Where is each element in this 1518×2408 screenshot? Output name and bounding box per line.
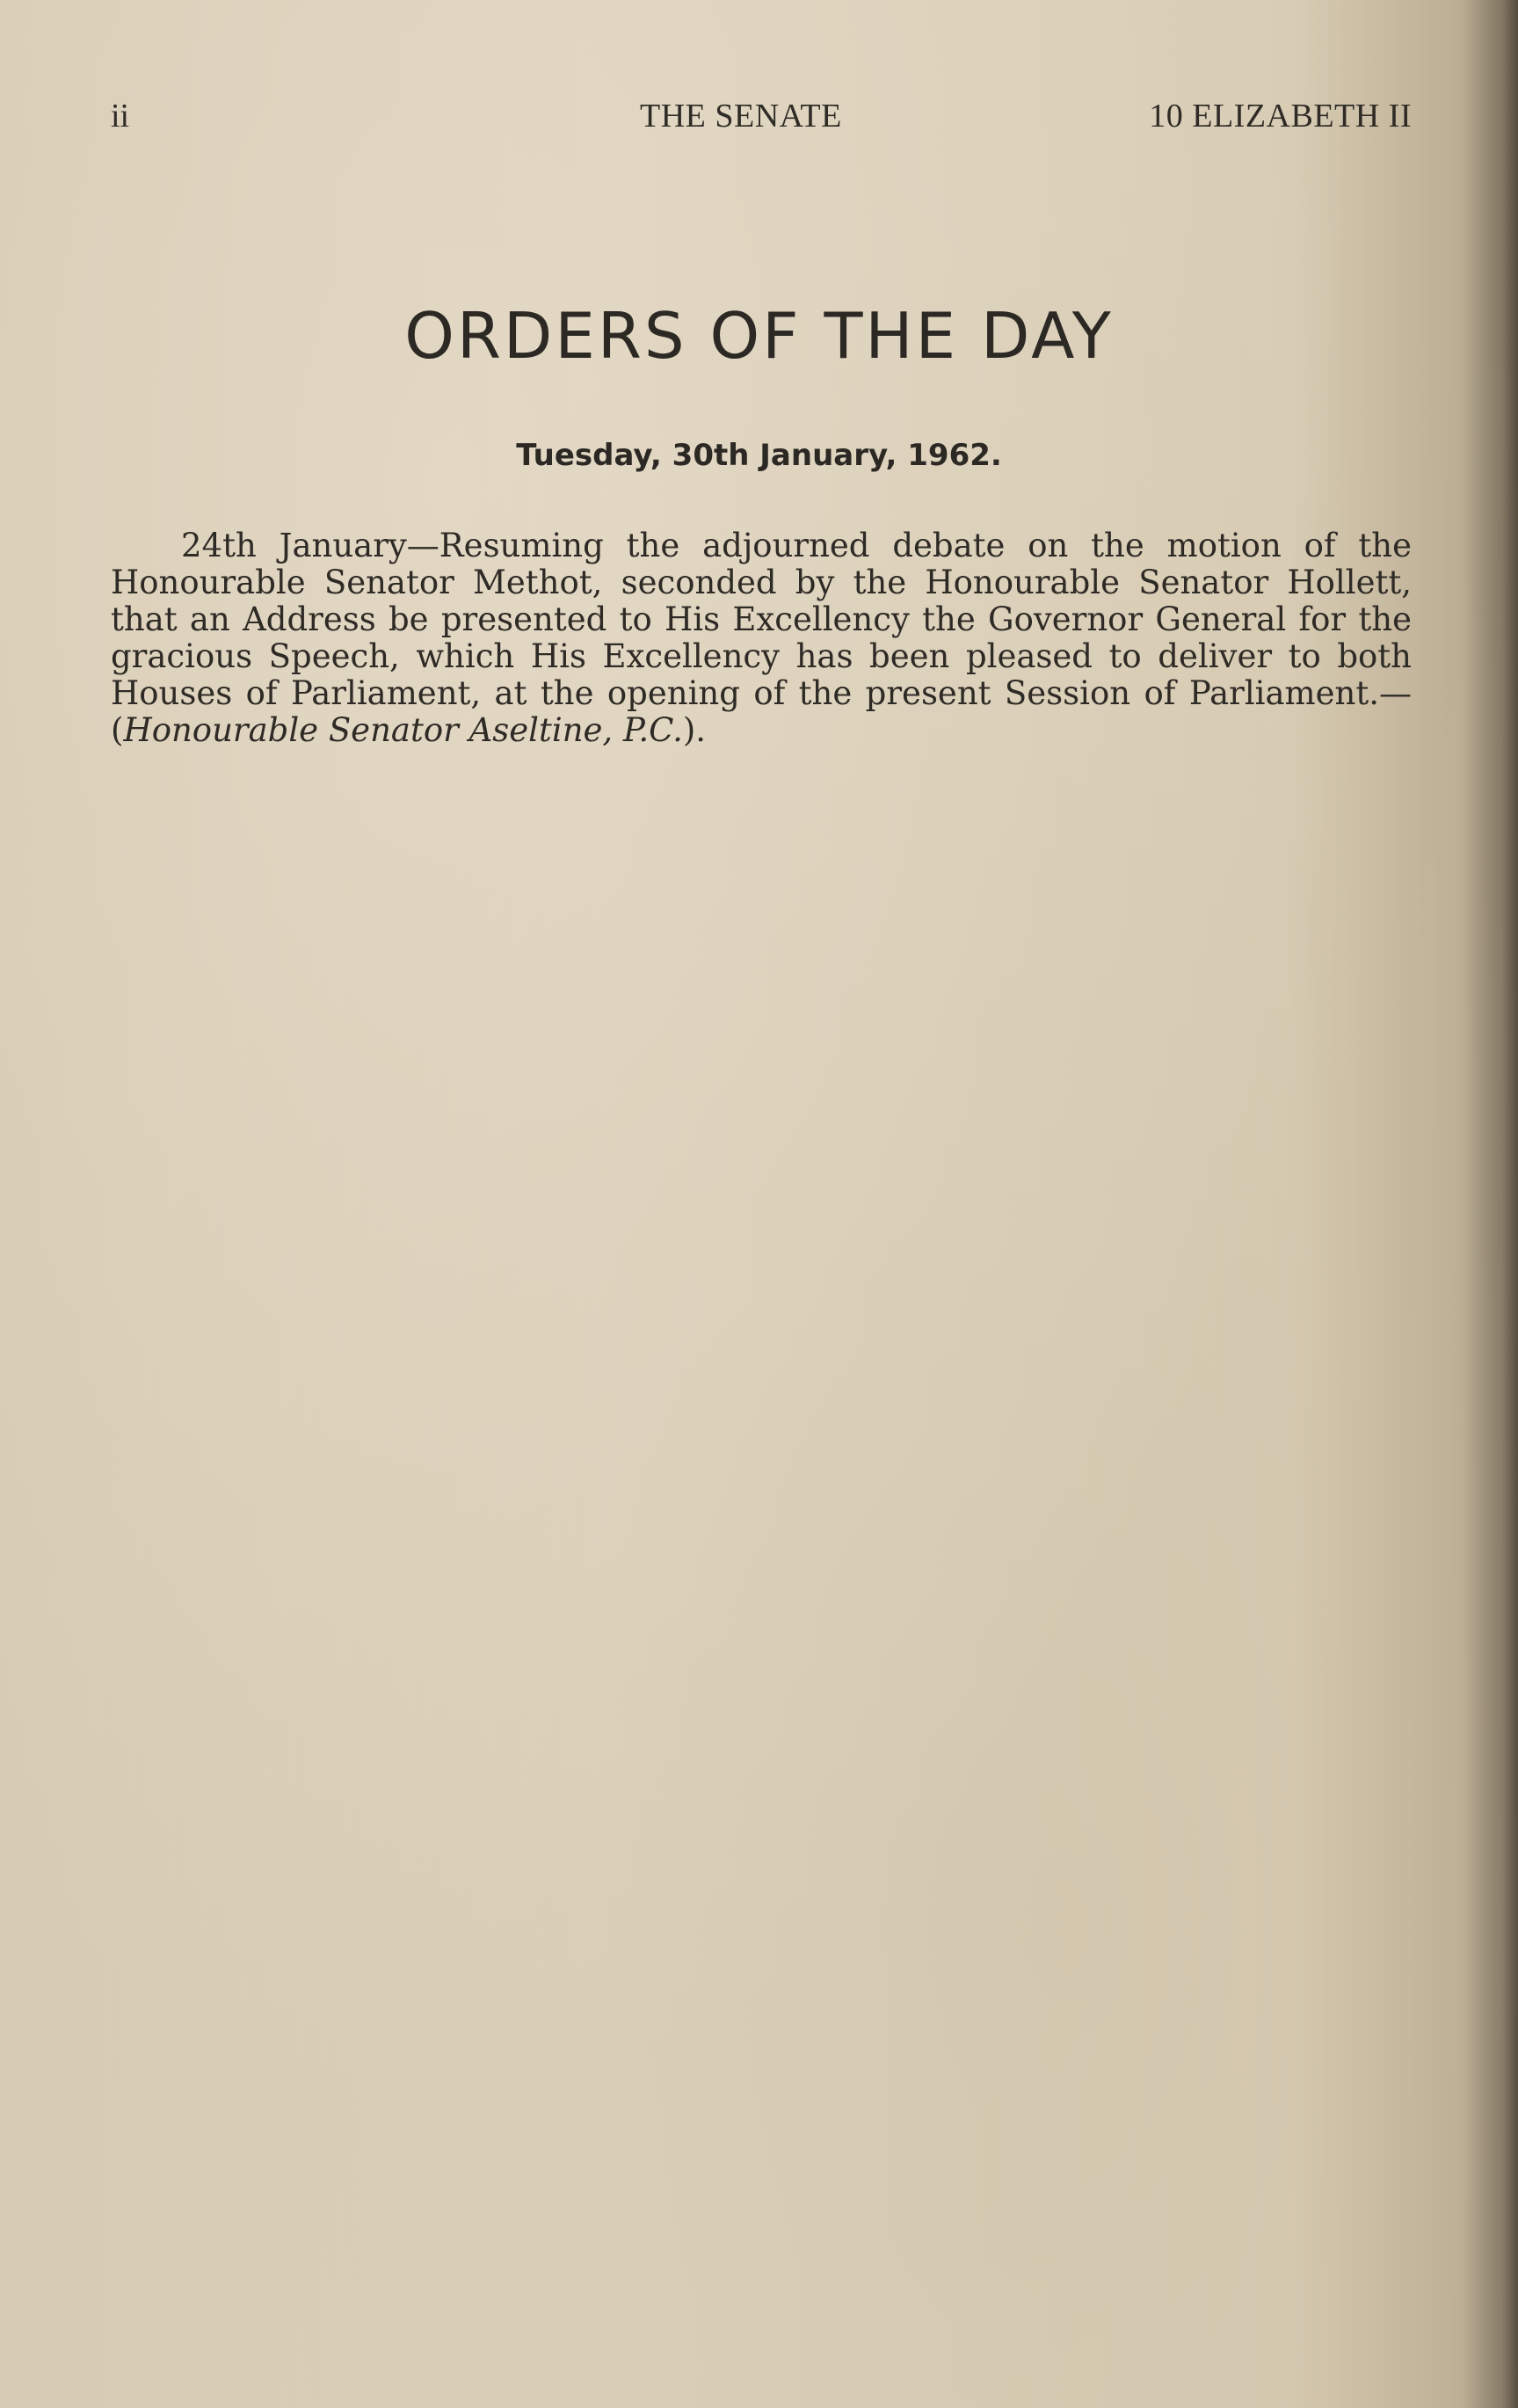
order-entry	[111, 527, 1412, 749]
running-head-title: THE SENATE	[640, 98, 842, 135]
running-head-reign: 10 ELIZABETH II	[1149, 98, 1412, 135]
running-head	[111, 97, 1412, 149]
sitting-date: Tuesday, 30th January, 1962.	[516, 438, 1002, 473]
order-text: 24th January—Resuming the adjourned debate on the motion of the Honourable Senator Methot, seconded by the Honourable Senator Hollett, that an Address be presented to His Excellency the Governor General for the gracious Speech, which His Excellency has been pleased to deliver to both Houses of Parliament, at the opening of the present Session of Parliament.—(	[111, 527, 1412, 749]
page-number: ii	[111, 98, 130, 135]
order-closing: ).	[682, 711, 707, 749]
page-title: ORDERS OF THE DAY	[404, 299, 1114, 373]
order-mover: Honourable Senator Aseltine, P.C.	[123, 711, 683, 749]
